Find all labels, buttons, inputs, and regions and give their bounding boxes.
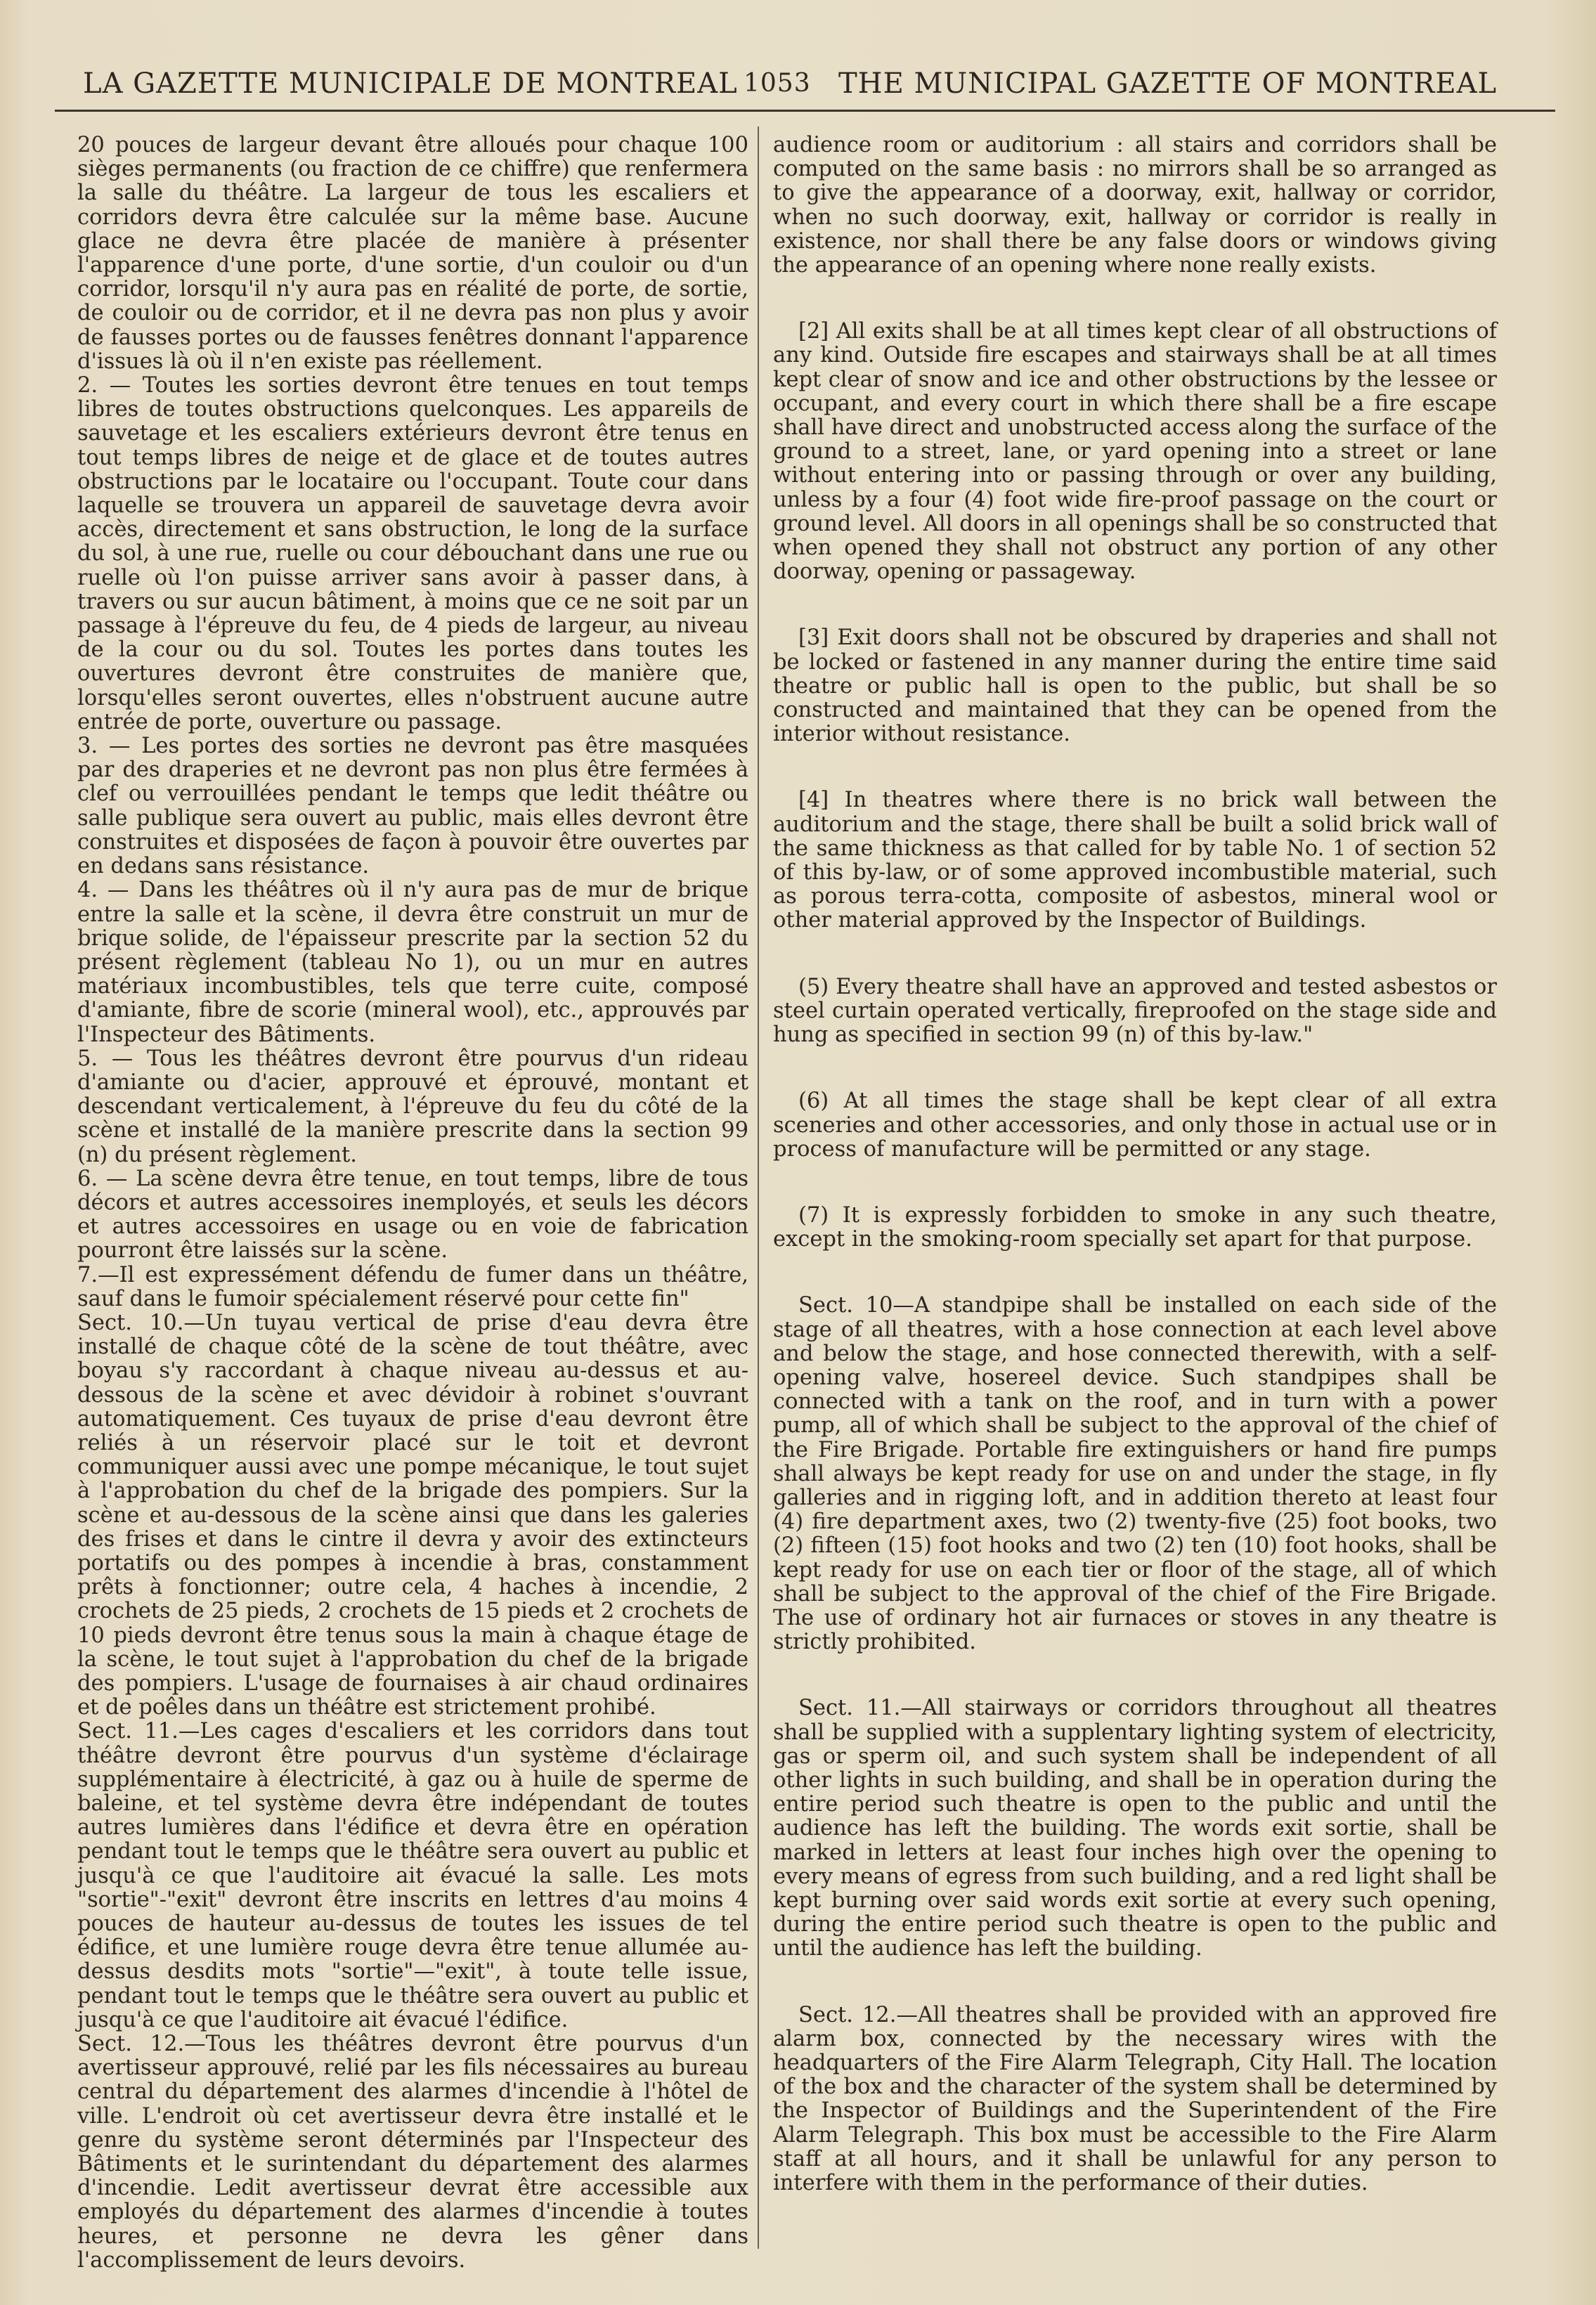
english-paragraph: Sect. 11.—All stairways or corridors throughout all theatres shall be supplied with a supplentary lighting system of electricity, gas or sperm oil, and such system shall be independent of all other lights in such building, and shall be in operation during the entire period such theatre is open to the public and until the audience has left the building. The words exit sortie, shall be marked in letters at least four inches high over the opening to every means of egress from such building, and a red light shall be kept burning over said words exit sortie at every such opening, during the entire period such theatre is open to the public and until the audience has left the building.	[773, 1696, 1497, 1961]
header-title-english: THE MUNICIPAL GAZETTE OF MONTREAL	[838, 67, 1498, 100]
french-paragraph: Sect. 11.—Les cages d'escaliers et les corridors dans tout théâtre devront être pourvus d'un système d'éclairage supplémentaire à électricité, à gaz ou à huile de sperme de baleine, et tel système devra être indépendant de toutes autres lumières dans l'édifice et devra être en opération pendant tout le temps que le théâtre sera ouvert au public et jusqu'à ce que l'auditoire ait évacué la salle. Les mots "sortie"-"exit" devront être inscrits en lettres d'au moins 4 pouces de hauteur au-dessus de toutes les issues de tel édifice, et une lumière rouge devra être tenue allumée au-dessus desdits mots "sortie"—"exit", à toute telle issue, pendant tout le temps que le théâtre sera ouvert au public et jusqu'à ce que l'auditoire ait évacué l'édifice.	[77, 1719, 748, 2032]
french-paragraph: Sect. 10.—Un tuyau vertical de prise d'eau devra être installé de chaque côté de la scène de tout théâtre, avec boyau s'y raccordant à chaque niveau au-dessus et au-dessous de la scène et avec dévidoir à robinet s'ouvrant automatiquement. Ces tuyaux de prise d'eau devront être reliés à un réservoir placé sur le toit et devront communiquer aussi avec une pompe mécanique, le tout sujet à l'approbation du chef de la brigade des pompiers. Sur la scène et au-dessous de la scène ainsi que dans les galeries des frises et dans le cintre il devra y avoir des extincteurs portatifs ou des pompes à incendie à bras, constamment prêts à fonctionner; outre cela, 4 haches à incendie, 2 crochets de 25 pieds, 2 crochets de 15 pieds et 2 crochets de 10 pieds devront être tenus sous la main à chaque étage de la scène, le tout sujet à l'approbation du chef de la brigade des pompiers. L'usage de fournaises à air chaud ordinaires et de poêles dans un théâtre est strictement prohibé.	[77, 1310, 748, 1720]
french-paragraph: 6. — La scène devra être tenue, en tout temps, libre de tous décors et autres accessoires inemployés, et seuls les décors et autres accessoires en usage ou en voie de fabrication pourront être laissés sur la scène.	[77, 1166, 748, 1264]
french-paragraph: 20 pouces de largeur devant être alloués pour chaque 100 sièges permanents (ou fraction de ce chiffre) que renfermera la salle du théâtre. La largeur de tous les escaliers et corridors devra être calculée sur la même base. Aucune glace ne devra être placée de manière à présenter l'apparence d'une porte, d'une sortie, d'un couloir ou d'un corridor, lorsqu'il n'y aura pas en réalité de porte, de sortie, de couloir ou de corridor, et il ne devra pas non plus y avoir de fausses portes ou de fausses fenêtres donnant l'apparence d'issues là où il n'en existe pas réellement.	[77, 133, 748, 374]
french-paragraph: 7.—Il est expressément défendu de fumer dans un théâtre, sauf dans le fumoir spécialement réservé pour cette fin"	[77, 1262, 748, 1311]
english-paragraph: Sect. 12.—All theatres shall be provided with an approved fire alarm box, connected by the necessary wires with the headquarters of the Fire Alarm Telegraph, City Hall. The location of the box and the character of the system shall be determined by the Inspector of Buildings and the Superintendent of the Fire Alarm Telegraph. This box must be accessible to the Fire Alarm staff at all hours, and it shall be unlawful for any person to interfere with them in the performance of their duties.	[773, 2002, 1497, 2196]
english-paragraph: [3] Exit doors shall not be obscured by draperies and shall not be locked or fastened in any manner during the entire time said theatre or public hall is open to the public, but shall be so constructed and maintained that they can be opened from the interior without resistance.	[773, 625, 1497, 747]
english-paragraph: (5) Every theatre shall have an approved and tested asbestos or steel curtain operated vertically, fireproofed on the stage side and hung as specified in section 99 (n) of this by-law."	[773, 974, 1497, 1048]
french-paragraph: 3. — Les portes des sorties ne devront pas être masquées par des draperies et ne devront pas non plus être fermées à clef ou verrouillées pendant le temps que ledit théâtre ou salle publique sera ouvert au public, mais elles devront être construites et disposées de façon à pouvoir être ouvertes par en dedans sans résistance.	[77, 734, 748, 879]
english-paragraph: (7) It is expressly forbidden to smoke in any such theatre, except in the smoking-room specially set apart for that purpose.	[773, 1202, 1497, 1252]
french-paragraph: 5. — Tous les théâtres devront être pourvus d'un rideau d'amiante ou d'acier, approuvé et éprouvé, montant et descendant verticalement, à l'épreuve du feu du côté de la scène et installé de la manière prescrite dans la section 99 (n) du présent règlement.	[77, 1046, 748, 1167]
english-paragraph: [4] In theatres where there is no brick wall between the auditorium and the stage, there shall be built a solid brick wall of the same thickness as that called for by table No. 1 of section 52 of this by-law, or of some approved incombustible material, such as porous terra-cotta, composite of asbestos, mineral wool or other material approved by the Inspector of Buildings.	[773, 788, 1497, 933]
english-paragraph: audience room or auditorium : all stairs and corridors shall be computed on the same basis : no mirrors shall be so arranged as to give the appearance of a doorway, exit, hallway or corridor, when no such doorway, exit, hallway or corridor is really in existence, nor shall there be any false doors or windows giving the appearance of an opening where none really exists.	[773, 133, 1497, 278]
english-paragraph: Sect. 10—A standpipe shall be installed on each side of the stage of all theatres, with a hose connection at each level above and below the stage, and hose connected therewith, with a self-opening valve, hosereel device. Such standpipes shall be connected with a tank on the roof, and in turn with a power pump, all of which shall be subject to the approval of the chief of the Fire Brigade. Portable fire extinguishers or hand fire pumps shall always be kept ready for use on and under the stage, in fly galleries and in rigging loft, and in addition thereto at least four (4) fire department axes, two (2) twenty-five (25) foot books, two (2) fifteen (15) foot hooks and two (2) ten (10) foot hooks, shall be kept ready for use on each tier or floor of the stage, all of which shall be subject to the approval of the chief of the Fire Brigade. The use of ordinary hot air furnaces or stoves in any theatre is strictly prohibited.	[773, 1293, 1497, 1655]
english-paragraph: (6) At all times the stage shall be kept clear of all extra sceneries and other accessories, and only those in actual use or in process of manufacture will be permitted or any stage.	[773, 1089, 1497, 1162]
french-paragraph: Sect. 12.—Tous les théâtres devront être pourvus d'un avertisseur approuvé, relié par les fils nécessaires au bureau central du département des alarmes d'incendie à l'hôtel de ville. L'endroit où cet avertisseur devra être installé et le genre du système seront déterminés par l'Inspecteur des Bâtiments et le surintendant du département des alarmes d'incendie. Ledit avertisseur devrat être accessible aux employés du département des alarmes d'incendie à toutes heures, et personne ne devra les gêner dans l'accomplissement de leurs devoirs.	[77, 2032, 748, 2273]
page-number: 1053	[744, 69, 811, 98]
french-column	[77, 134, 748, 2273]
english-column	[773, 134, 1497, 2238]
header-title-french: LA GAZETTE MUNICIPALE DE MONTREAL	[83, 67, 738, 100]
french-paragraph: 2. — Toutes les sorties devront être tenues en tout temps libres de toutes obstructions quelconques. Les appareils de sauvetage et les escaliers extérieurs devront être tenus en tout temps libres de neige et de glace et de toutes autres obstructions par le locataire ou l'occupant. Toute cour dans laquelle se trouvera un appareil de sauvetage devra avoir accès, directement et sans obstruction, le long de la surface du sol, à une rue, ruelle ou cour débouchant dans une rue ou ruelle où l'on puisse arriver sans avoir à passer dans, à travers ou sur aucun bâtiment, à moins que ce ne soit par un passage à l'épreuve du feu, de 4 pieds de largeur, au niveau de la cour ou du sol. Toutes les portes dans toutes les ouvertures devront être construites de manière que, lorsqu'elles seront ouvertes, elles n'obstruent aucune autre entrée de porte, ouverture ou passage.	[77, 373, 748, 734]
english-paragraph: [2] All exits shall be at all times kept clear of all obstructions of any kind. Outside fire escapes and stairways shall be at all times kept clear of snow and ice and other obstructions by the lessee or occupant, and every court in which there shall be a fire escape shall have direct and unobstructed access along the surface of the ground to a street, lane, or yard opening into a street or lane without entering into or passing through or over any building, unless by a four (4) foot wide fire-proof passage on the court or ground level. All doors in all openings shall be so constructed that when opened they shall not obstruct any portion of any other doorway, opening or passageway.	[773, 319, 1497, 585]
column-divider	[758, 126, 759, 2249]
french-paragraph: 4. — Dans les théâtres où il n'y aura pas de mur de brique entre la salle et la scène, il devra être construit un mur de brique solide, de l'épaisseur prescrite par la section 52 du présent règlement (tableau No 1), ou un mur en autres matériaux incombustibles, tels que terre cuite, composé d'amiante, fibre de scorie (mineral wool), etc., approuvés par l'Inspecteur des Bâtiments.	[77, 878, 748, 1047]
page-header	[55, 55, 1555, 112]
